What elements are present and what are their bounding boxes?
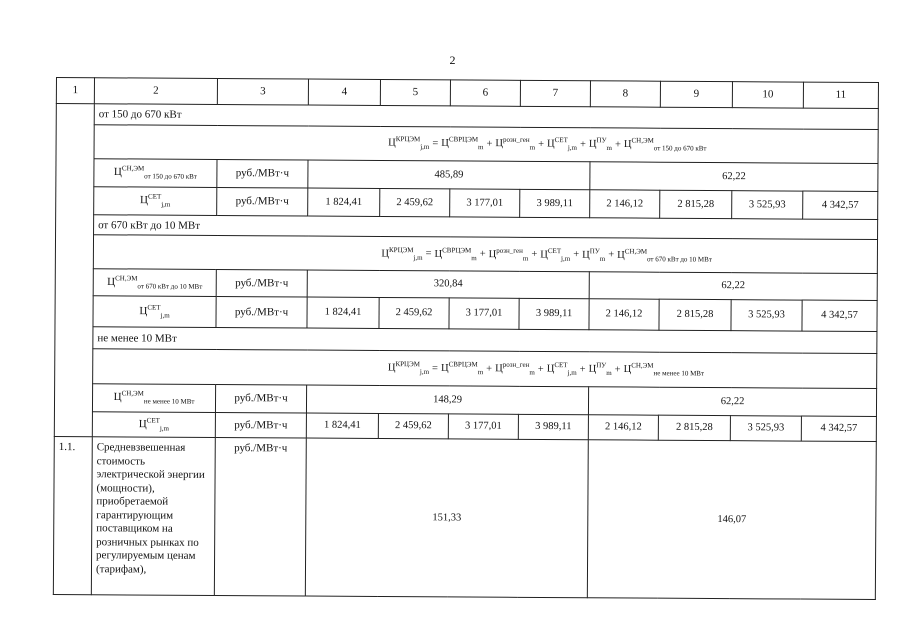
component-symbol-subscript: от 670 кВт до 10 МВт (137, 281, 203, 291)
component-symbol-superscript: СН,ЭМ (121, 389, 144, 398)
plus-sign: + (614, 139, 621, 151)
formula-term-3-symbol-subscript: j,m (561, 254, 571, 263)
formula-left-gap (94, 124, 217, 159)
network-symbol-superscript: СЕТ (148, 192, 162, 201)
formula-term-5-symbol-superscript: СН,ЭМ (624, 247, 648, 256)
network-symbol-cell (93, 295, 216, 327)
header-cell-10: 10 (732, 82, 803, 108)
item-1-1-row (53, 437, 876, 600)
formula-term-2-symbol-superscript: розн_ген (496, 246, 523, 255)
formula-lhs-symbol-subscript: j,m (420, 143, 430, 152)
network-value-cell: 3 177,01 (449, 297, 519, 329)
value-right: 62,22 (589, 271, 877, 300)
plus-sign: + (614, 364, 621, 376)
formula-term-2-symbol (495, 135, 535, 153)
price-formula (216, 350, 877, 388)
formula-term-3-symbol (547, 135, 577, 153)
formula-term-3-symbol-subscript: j,m (567, 144, 578, 153)
formula-term-2-symbol-subscript: m (522, 254, 529, 263)
formula-term-4-symbol-superscript: ПУ (596, 136, 607, 145)
network-symbol-subscript: j,m (160, 311, 170, 320)
header-cell-1: 1 (56, 78, 94, 104)
formula-lhs-symbol-base: Ц (388, 137, 396, 149)
network-symbol-cell (94, 186, 217, 215)
formula-row (55, 235, 877, 273)
formula-term-2-symbol-base: Ц (495, 363, 503, 375)
value-left: 485,89 (308, 160, 590, 190)
network-value-cell: 1 824,41 (306, 413, 378, 439)
formula-term-3-symbol-base: Ц (540, 249, 548, 261)
value-left: 148,29 (306, 385, 588, 415)
component-symbol-cell (93, 268, 216, 296)
network-value-cell: 4 342,57 (801, 416, 876, 442)
formula-lhs-symbol-superscript: КРЦЭМ (395, 135, 421, 144)
value-left: 320,84 (307, 270, 589, 299)
formula-term-4-symbol (582, 246, 605, 264)
header-cell-3: 3 (217, 78, 308, 104)
formula-left-gap (93, 349, 216, 384)
formula-term-1-symbol-base: Ц (441, 138, 449, 150)
formula-term-1-symbol-superscript: СВРЦЭМ (448, 135, 479, 144)
component-symbol-base: Ц (113, 391, 122, 404)
formula-term-2-symbol-subscript: m (529, 143, 536, 152)
section-title: от 150 до 670 кВт (94, 104, 878, 130)
network-value-cell: 2 146,12 (588, 414, 658, 440)
network-symbol-base: Ц (138, 418, 147, 431)
formula-term-5-symbol-subscript: от 150 до 670 кВт (653, 144, 707, 153)
formula-term-3-symbol-base: Ц (546, 363, 555, 375)
value-right: 62,22 (590, 162, 878, 192)
formula-term-4-symbol-base: Ц (582, 249, 590, 261)
network-symbol-subscript: j,m (161, 200, 171, 209)
formula-term-4-symbol-subscript: m (606, 369, 612, 378)
formula-term-3-symbol-subscript: j,m (567, 368, 577, 377)
item-number: 1.1. (53, 437, 92, 595)
formula-term-1-symbol-subscript: m (471, 253, 477, 262)
formula-lhs-symbol-superscript: КРЦЭМ (395, 360, 420, 369)
tariff-table (53, 77, 879, 600)
formula-term-3-symbol (540, 246, 570, 264)
unit-cell: руб./МВт·ч (217, 187, 308, 216)
network-value-cell: 2 459,62 (379, 297, 449, 329)
network-value-cell: 2 459,62 (380, 188, 450, 216)
formula-lhs-symbol-base: Ц (387, 362, 396, 374)
formula-term-1-symbol-subscript: m (477, 143, 484, 152)
formula-term-5-symbol-base: Ц (623, 139, 632, 151)
component-symbol (114, 388, 195, 406)
network-value-cell: 2 146,12 (589, 298, 659, 330)
equals-sign: = (432, 362, 439, 375)
item-value-right: 146,07 (587, 440, 876, 599)
formula-term-5-symbol-base: Ц (617, 249, 625, 261)
formula-term-1-symbol (441, 360, 483, 378)
network-symbol (139, 416, 169, 434)
component-symbol-superscript: СН,ЭМ (121, 164, 145, 173)
formula-term-5-symbol-subscript: от 670 кВт до 10 МВт (647, 254, 712, 264)
plus-sign: + (486, 138, 493, 150)
formula-term-2-symbol-base: Ц (495, 138, 504, 150)
price-formula (216, 236, 877, 273)
component-symbol-base: Ц (107, 275, 116, 288)
network-symbol-superscript: СЕТ (146, 416, 160, 425)
section-title: от 670 кВт до 10 МВт (94, 214, 878, 240)
network-value-cell: 2 815,28 (659, 299, 731, 331)
formula-term-2-symbol-superscript: розн_ген (503, 136, 530, 145)
unit-cell: руб./МВт·ч (217, 159, 308, 188)
formula-left-gap (93, 235, 216, 269)
formula-term-3-symbol-superscript: СЕТ (547, 246, 562, 255)
plus-sign: + (579, 139, 586, 151)
formula-term-4-symbol (589, 360, 612, 378)
formula-term-4-symbol-superscript: ПУ (589, 246, 600, 256)
number-column-blank (54, 103, 94, 437)
network-value-cell: 1 824,41 (307, 297, 379, 329)
component-symbol-cell (92, 383, 215, 412)
formula-lhs-symbol (381, 245, 422, 263)
formula-term-4-symbol-base: Ц (588, 363, 597, 375)
formula-term-3-symbol-superscript: СЕТ (554, 136, 568, 145)
component-symbol-base: Ц (113, 166, 122, 179)
network-symbol-base: Ц (140, 194, 149, 207)
network-value-cell: 2 459,62 (378, 413, 448, 439)
header-cell-11: 11 (803, 82, 878, 108)
formula-lhs-symbol (388, 134, 429, 152)
plus-sign: + (608, 249, 615, 261)
network-value-cell: 3 525,93 (730, 415, 801, 441)
network-value-cell: 3 525,93 (732, 190, 803, 218)
formula-term-1-symbol (441, 135, 483, 153)
unit-cell: руб./МВт·ч (216, 296, 307, 328)
network-value-cell: 2 815,28 (660, 190, 732, 218)
item-unit: руб./МВт·ч (214, 438, 306, 596)
component-symbol (114, 164, 197, 182)
formula-term-5-symbol-base: Ц (623, 364, 632, 376)
header-cell-9: 9 (660, 81, 732, 107)
value-right: 62,22 (588, 386, 876, 416)
plus-sign: + (486, 363, 493, 375)
network-value-cell: 3 177,01 (450, 189, 520, 217)
network-value-cell: 4 342,57 (802, 300, 877, 332)
network-symbol (140, 192, 170, 210)
formula-term-4-symbol-base: Ц (588, 139, 597, 151)
header-cell-4: 4 (308, 79, 380, 105)
network-symbol-base: Ц (139, 304, 148, 317)
formula-term-1-symbol-subscript: m (477, 368, 484, 377)
unit-cell: руб./МВт·ч (215, 412, 306, 438)
plus-sign: + (573, 249, 580, 261)
network-value-cell: 1 824,41 (308, 188, 380, 216)
network-symbol (139, 302, 169, 320)
formula-term-5-symbol (617, 246, 712, 264)
network-symbol-subscript: j,m (159, 424, 170, 433)
component-symbol-subscript: от 150 до 670 кВт (144, 172, 197, 182)
formula-term-2-symbol (489, 245, 529, 263)
plus-sign: + (538, 138, 545, 150)
formula-lhs-symbol-base: Ц (381, 248, 390, 260)
unit-cell: руб./МВт·ч (215, 384, 306, 413)
item-value-left: 151,33 (305, 438, 588, 597)
network-tariff-row (55, 295, 877, 331)
network-value-cell: 4 342,57 (803, 191, 878, 219)
formula-lhs-symbol (388, 359, 429, 377)
formula-term-4-symbol-superscript: ПУ (596, 361, 607, 370)
formula-term-2-symbol-superscript: розн_ген (502, 360, 530, 370)
plus-sign: + (479, 248, 486, 260)
formula-lhs-symbol-subscript: j,m (419, 368, 430, 377)
equals-sign: = (432, 138, 439, 150)
formula-term-3-symbol-superscript: СЕТ (554, 361, 568, 370)
formula-term-1-symbol-base: Ц (434, 248, 443, 260)
item-description: Средневзвешенная стоимость электрической энергии (мощности), приобретаемой гарантирующим поставщиком на розничных рынках по регулируемым ценам (тарифам), (91, 437, 215, 595)
plus-sign: + (579, 363, 586, 375)
component-symbol-subscript: не менее 10 МВт (143, 397, 195, 406)
formula-term-5-symbol-superscript: СН,ЭМ (631, 136, 654, 146)
network-value-cell: 2 815,28 (658, 415, 730, 441)
formula-term-4-symbol-subscript: m (599, 254, 606, 263)
formula-term-1-symbol-superscript: СВРЦЭМ (442, 246, 472, 255)
page-number: 2 (449, 53, 456, 67)
formula-term-5-symbol (624, 361, 705, 379)
formula-term-4-symbol-subscript: m (606, 144, 612, 153)
price-formula (217, 125, 878, 163)
header-cell-2: 2 (94, 78, 217, 105)
network-symbol-superscript: СЕТ (147, 303, 161, 312)
network-value-cell: 2 146,12 (590, 190, 660, 218)
unit-cell: руб./МВт·ч (216, 269, 307, 296)
equals-sign: = (425, 248, 432, 260)
formula-lhs-symbol-superscript: КРЦЭМ (389, 245, 414, 254)
component-symbol-superscript: СН,ЭМ (115, 274, 138, 283)
tariff-table-sheet (53, 77, 878, 600)
formula-term-5-symbol-superscript: СН,ЭМ (631, 361, 654, 370)
plus-sign: + (531, 249, 538, 261)
header-cell-7: 7 (520, 80, 590, 106)
component-symbol-cell (94, 159, 217, 188)
formula-term-2-symbol-base: Ц (488, 248, 497, 260)
header-cell-8: 8 (590, 81, 660, 107)
section-title: не менее 10 МВт (93, 326, 877, 354)
formula-term-3-symbol (547, 360, 577, 378)
formula-term-5-symbol-subscript: не менее 10 МВт (653, 369, 705, 378)
plus-sign: + (537, 363, 544, 375)
formula-lhs-symbol-subscript: j,m (413, 253, 423, 262)
formula-term-2-symbol (495, 360, 535, 378)
formula-term-1-symbol-base: Ц (440, 363, 449, 375)
formula-row (56, 124, 878, 163)
formula-row (55, 349, 877, 388)
header-cell-6: 6 (450, 80, 520, 106)
header-cell-5: 5 (380, 79, 450, 105)
network-value-cell: 3 989,11 (518, 414, 588, 440)
network-value-cell: 3 525,93 (731, 299, 802, 331)
network-value-cell: 3 989,11 (520, 189, 590, 217)
formula-term-1-symbol-superscript: СВРЦЭМ (448, 360, 478, 369)
network-value-cell: 3 989,11 (519, 298, 589, 330)
network-symbol-cell (92, 411, 215, 438)
network-value-cell: 3 177,01 (448, 413, 518, 439)
component-symbol (107, 273, 202, 291)
formula-term-3-symbol-base: Ц (547, 138, 555, 150)
formula-term-1-symbol (434, 245, 476, 263)
formula-term-2-symbol-subscript: m (529, 368, 535, 377)
formula-term-5-symbol (624, 136, 707, 154)
formula-term-4-symbol (589, 136, 612, 154)
